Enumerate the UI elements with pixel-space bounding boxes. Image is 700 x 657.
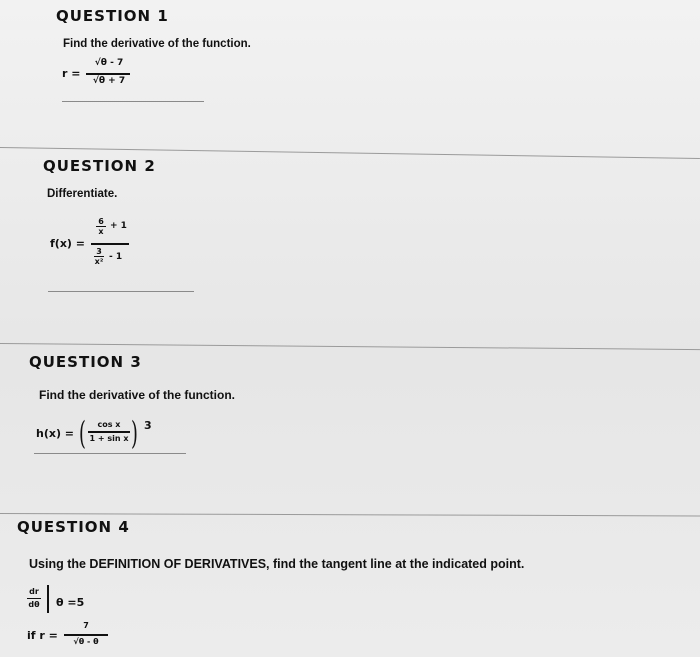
question-2-den-top: 3 — [96, 247, 102, 256]
question-3-fraction-bar — [88, 431, 130, 433]
question-4-point: θ =5 — [56, 596, 85, 609]
question-4-deriv-bar — [27, 598, 41, 599]
question-2-den-tail: - 1 — [109, 252, 123, 262]
question-3-left-paren: ( — [79, 414, 86, 452]
question-1-answer-line[interactable] — [62, 101, 204, 102]
question-1-fraction-bar — [86, 73, 130, 75]
question-2-num-top: 6 — [98, 217, 104, 226]
question-1-denominator: √θ + 7 — [92, 76, 126, 86]
question-1-numerator: √θ - 7 — [94, 58, 124, 68]
question-1-lhs: r = — [62, 67, 81, 80]
question-3-separator — [0, 513, 700, 516]
question-2-prompt: Differentiate. — [47, 188, 118, 200]
question-3-prompt: Find the derivative of the function. — [39, 388, 236, 402]
question-2-den-bottom: x² — [94, 257, 104, 266]
question-2-title: QUESTION 2 — [43, 157, 156, 175]
question-3-answer-line[interactable] — [34, 453, 186, 454]
question-4-deriv-bottom: dθ — [28, 600, 40, 609]
question-4-given-prefix: if r = — [27, 629, 58, 642]
question-2-num-bottom: x — [98, 227, 104, 236]
question-4-given-bar — [64, 634, 108, 636]
question-2-fraction-bar — [91, 243, 129, 245]
question-3-denominator: 1 + sin x — [89, 434, 129, 443]
question-3-lhs: h(x) = — [36, 427, 75, 440]
question-2-answer-line[interactable] — [48, 291, 194, 292]
question-3-title: QUESTION 3 — [29, 353, 142, 371]
question-4-title: QUESTION 4 — [17, 518, 130, 536]
question-4-given-numerator: 7 — [83, 621, 89, 630]
question-1-prompt: Find the derivative of the function. — [63, 38, 251, 50]
question-3-numerator: cos x — [97, 420, 121, 429]
question-4-evaluation-bar — [47, 585, 49, 613]
question-4-deriv-top: dr — [29, 587, 39, 596]
question-2-separator — [0, 343, 700, 350]
question-1-title: QUESTION 1 — [56, 7, 169, 25]
question-4-given-denominator: √θ - θ — [73, 637, 99, 646]
question-4-prompt: Using the DEFINITION OF DERIVATIVES, find the tangent line at the indicated point. — [29, 557, 525, 571]
question-2-num-tail: + 1 — [110, 221, 127, 231]
question-2-lhs: f(x) = — [50, 237, 85, 250]
question-3-exponent: 3 — [144, 419, 152, 432]
question-3-right-paren: ) — [131, 414, 138, 452]
